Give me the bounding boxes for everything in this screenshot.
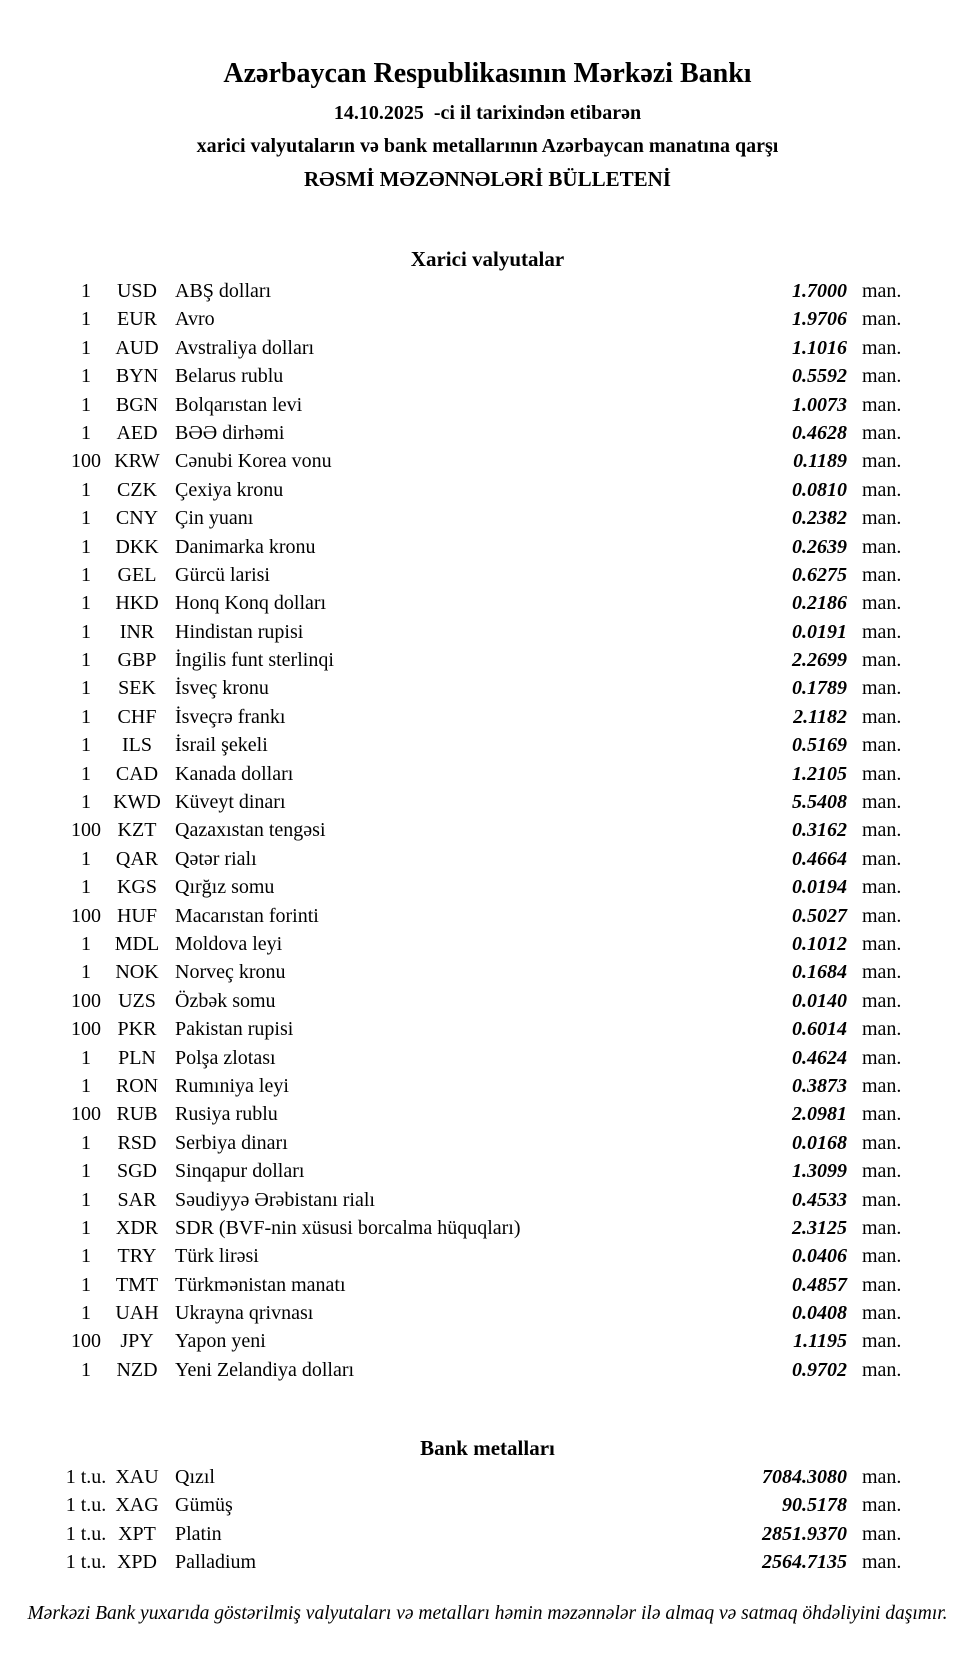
currency-rate: 0.0194 <box>792 876 847 899</box>
metal-name: Gümüş <box>175 1494 233 1517</box>
currency-unit-label: man. <box>862 705 902 728</box>
currency-row <box>0 674 975 702</box>
currency-unit-label: man. <box>862 1046 902 1069</box>
currency-code: PKR <box>117 1018 157 1041</box>
currency-name: Qazaxıstan tengəsi <box>175 819 326 842</box>
currency-rate: 0.5169 <box>792 734 847 757</box>
currency-rate: 2.2699 <box>792 649 847 672</box>
currency-rate: 1.2105 <box>792 762 847 785</box>
currency-row <box>0 902 975 930</box>
currency-code: GBP <box>117 649 157 672</box>
currency-unit-label: man. <box>862 393 902 416</box>
currency-code: MDL <box>114 932 160 955</box>
currency-name: Özbək somu <box>175 989 276 1012</box>
currency-rate: 0.3162 <box>792 819 847 842</box>
metal-code: XAG <box>115 1494 159 1517</box>
currency-row <box>0 1015 975 1043</box>
currency-name: Norveç kronu <box>175 961 286 984</box>
currency-row <box>0 1242 975 1270</box>
currency-quantity: 1 <box>81 1245 91 1268</box>
currency-quantity: 1 <box>81 563 91 586</box>
currency-unit-label: man. <box>862 819 902 842</box>
currency-row <box>0 646 975 674</box>
currency-unit-label: man. <box>862 592 902 615</box>
currency-row <box>0 533 975 561</box>
currency-name: Qətər rialı <box>175 847 257 870</box>
currency-unit-label: man. <box>862 478 902 501</box>
currency-rate: 0.5027 <box>792 904 847 927</box>
currency-rate: 1.1016 <box>792 336 847 359</box>
currency-quantity: 1 <box>81 308 91 331</box>
currency-name: Səudiyyə Ərəbistanı rialı <box>175 1188 375 1211</box>
metal-unit-label: man. <box>862 1551 902 1574</box>
currency-quantity: 1 <box>81 1302 91 1325</box>
currency-unit-label: man. <box>862 1330 902 1353</box>
currency-unit-label: man. <box>862 308 902 331</box>
metal-code: XAU <box>115 1466 159 1488</box>
currency-code: TRY <box>117 1245 157 1268</box>
currency-name: ABŞ dolları <box>175 280 272 302</box>
currency-code: NZD <box>116 1358 158 1381</box>
currency-quantity: 1 <box>81 1074 91 1097</box>
currency-row <box>0 447 975 475</box>
metal-name: Platin <box>175 1522 222 1545</box>
foreign-currencies-heading: Xarici valyutalar <box>410 247 565 271</box>
currency-code: RON <box>115 1074 159 1097</box>
currency-name: Cənubi Korea vonu <box>175 450 332 473</box>
currency-code: CZK <box>117 478 157 501</box>
currency-code: SGD <box>116 1160 157 1183</box>
currency-rate: 0.4664 <box>792 847 847 870</box>
currency-row <box>0 419 975 447</box>
currency-row <box>0 1356 975 1384</box>
currency-row <box>0 1044 975 1072</box>
currency-rate: 0.1189 <box>793 450 847 473</box>
currency-name: Sinqapur dolları <box>175 1160 305 1183</box>
currency-quantity: 1 <box>81 876 91 899</box>
currency-quantity: 1 <box>81 280 91 302</box>
currency-quantity: 100 <box>71 989 101 1012</box>
currency-unit-label: man. <box>862 1018 902 1041</box>
currency-code: SAR <box>117 1188 157 1211</box>
currency-code: CHF <box>117 705 157 728</box>
currency-quantity: 100 <box>71 1018 101 1041</box>
disclaimer-text: Mərkəzi Bank yuxarıda göstərilmiş valyutaları və metalları həmin məzənnələr ilə almaq və satmaq öhdəliyini daşımır. <box>27 1603 948 1624</box>
currency-row <box>0 1157 975 1185</box>
currency-rate: 1.0073 <box>792 393 847 416</box>
currency-name: BƏƏ dirhəmi <box>175 421 285 444</box>
currency-code: AUD <box>115 336 159 359</box>
currency-quantity: 1 <box>81 762 91 785</box>
currency-name: Qırğız somu <box>175 876 275 899</box>
currency-code: KWD <box>113 791 161 814</box>
currency-rate: 5.5408 <box>792 791 847 814</box>
currency-rate: 0.2639 <box>792 535 847 558</box>
metal-quantity: 1 t.u. <box>65 1466 107 1488</box>
currency-name: İngilis funt sterlinqi <box>175 649 334 672</box>
currency-unit-label: man. <box>862 904 902 927</box>
currency-unit-label: man. <box>862 1273 902 1296</box>
currency-rate: 2.3125 <box>792 1216 847 1239</box>
currency-name: Ukrayna qrivnası <box>175 1302 314 1325</box>
metal-row <box>0 1463 975 1491</box>
currency-row <box>0 1100 975 1128</box>
currency-row <box>0 1129 975 1157</box>
currency-unit-label: man. <box>862 1160 902 1183</box>
currency-quantity: 1 <box>81 620 91 643</box>
metal-rate-table <box>0 1463 975 1577</box>
currency-row <box>0 305 975 333</box>
currency-unit-label: man. <box>862 336 902 359</box>
currency-rate: 1.1195 <box>793 1330 847 1353</box>
currency-rate: 0.0408 <box>792 1302 847 1325</box>
currency-quantity: 1 <box>81 336 91 359</box>
currency-rate: 0.1012 <box>792 932 847 955</box>
currency-quantity: 1 <box>81 847 91 870</box>
metal-unit-label: man. <box>862 1494 902 1517</box>
currency-row <box>0 788 975 816</box>
currency-rate-table <box>0 277 975 1384</box>
currency-quantity: 1 <box>81 365 91 388</box>
currency-rate: 0.0810 <box>792 478 847 501</box>
currency-unit-label: man. <box>862 1302 902 1325</box>
currency-name: Küveyt dinarı <box>175 791 286 814</box>
currency-quantity: 1 <box>81 961 91 984</box>
currency-quantity: 1 <box>81 507 91 530</box>
currency-quantity: 1 <box>81 592 91 615</box>
currency-unit-label: man. <box>862 961 902 984</box>
metal-rate: 2564.7135 <box>762 1551 847 1574</box>
metal-rate: 7084.3080 <box>762 1466 847 1488</box>
currency-quantity: 1 <box>81 791 91 814</box>
currency-name: Moldova leyi <box>175 932 283 955</box>
metal-unit-label: man. <box>862 1466 902 1488</box>
currency-name: Rusiya rublu <box>175 1103 278 1126</box>
currency-unit-label: man. <box>862 535 902 558</box>
currency-unit-label: man. <box>862 989 902 1012</box>
currency-rate: 0.0168 <box>792 1131 847 1154</box>
bulletin-title: RƏSMİ MƏZƏNNƏLƏRİ BÜLLETENİ <box>304 167 671 191</box>
currency-code: KZT <box>117 819 157 842</box>
currency-quantity: 1 <box>81 1160 91 1183</box>
currency-code: INR <box>119 620 155 643</box>
currency-rate: 0.3873 <box>792 1074 847 1097</box>
currency-code: CAD <box>115 762 159 785</box>
currency-rate: 1.9706 <box>792 308 847 331</box>
currency-unit-label: man. <box>862 734 902 757</box>
currency-name: Yeni Zelandiya dolları <box>175 1358 355 1381</box>
currency-name: İsveç kronu <box>175 677 269 700</box>
currency-quantity: 1 <box>81 478 91 501</box>
currency-code: UZS <box>118 989 156 1012</box>
currency-rate: 0.2382 <box>792 507 847 530</box>
currency-row <box>0 362 975 390</box>
currency-quantity: 1 <box>81 1273 91 1296</box>
currency-unit-label: man. <box>862 1103 902 1126</box>
currency-code: CNY <box>115 507 159 530</box>
currency-quantity: 100 <box>71 1103 101 1126</box>
currency-unit-label: man. <box>862 876 902 899</box>
currency-unit-label: man. <box>862 365 902 388</box>
currency-name: İsveçrə frankı <box>175 705 286 728</box>
currency-name: Avstraliya dolları <box>175 336 315 359</box>
currency-name: Honq Konq dolları <box>175 592 327 615</box>
metal-rate: 2851.9370 <box>762 1522 847 1545</box>
currency-rate: 0.4624 <box>792 1046 847 1069</box>
currency-name: Belarus rublu <box>175 365 284 388</box>
currency-unit-label: man. <box>862 507 902 530</box>
currency-code: HKD <box>115 592 159 615</box>
currency-code: KRW <box>114 450 160 473</box>
currency-code: UAH <box>115 1302 159 1325</box>
currency-row <box>0 930 975 958</box>
bank-title: Azərbaycan Respublikasının Mərkəzi Bankı <box>223 58 752 89</box>
currency-name: Rumıniya leyi <box>175 1074 289 1097</box>
currency-rate: 0.1684 <box>792 961 847 984</box>
currency-code: JPY <box>120 1330 154 1353</box>
currency-quantity: 1 <box>81 649 91 672</box>
currency-row <box>0 760 975 788</box>
metal-quantity: 1 t.u. <box>65 1551 107 1574</box>
currency-code: ILS <box>122 734 152 757</box>
currency-rate: 0.0140 <box>792 989 847 1012</box>
currency-row <box>0 703 975 731</box>
currency-code: RUB <box>116 1103 158 1126</box>
currency-row <box>0 618 975 646</box>
currency-row <box>0 561 975 589</box>
currency-quantity: 1 <box>81 393 91 416</box>
currency-row <box>0 391 975 419</box>
currency-name: Polşa zlotası <box>175 1046 276 1069</box>
currency-unit-label: man. <box>862 762 902 785</box>
currency-unit-label: man. <box>862 1188 902 1211</box>
currency-unit-label: man. <box>862 649 902 672</box>
currency-code: AED <box>116 421 158 444</box>
currency-quantity: 1 <box>81 1188 91 1211</box>
currency-quantity: 1 <box>81 1131 91 1154</box>
currency-quantity: 1 <box>81 421 91 444</box>
metal-row <box>0 1520 975 1548</box>
currency-code: PLN <box>118 1046 156 1069</box>
currency-name: Türkmənistan manatı <box>175 1273 346 1296</box>
currency-unit-label: man. <box>862 1074 902 1097</box>
currency-name: Çexiya kronu <box>175 478 284 501</box>
currency-unit-label: man. <box>862 620 902 643</box>
currency-unit-label: man. <box>862 563 902 586</box>
effective-date-line: 14.10.2025 -ci il tarixindən etibarən <box>333 102 642 124</box>
currency-row <box>0 1299 975 1327</box>
currency-code: BYN <box>115 365 159 388</box>
currency-unit-label: man. <box>862 932 902 955</box>
currency-rate: 0.2186 <box>792 592 847 615</box>
currency-code: DKK <box>115 535 159 558</box>
currency-unit-label: man. <box>862 791 902 814</box>
currency-code: EUR <box>117 308 157 331</box>
currency-name: Gürcü larisi <box>175 563 270 586</box>
currency-name: Danimarka kronu <box>175 535 316 558</box>
currency-rate: 1.3099 <box>792 1160 847 1183</box>
metal-unit-label: man. <box>862 1522 902 1545</box>
currency-row <box>0 1271 975 1299</box>
currency-unit-label: man. <box>862 1131 902 1154</box>
currency-row <box>0 1072 975 1100</box>
currency-unit-label: man. <box>862 1245 902 1268</box>
currency-quantity: 1 <box>81 734 91 757</box>
currency-row <box>0 816 975 844</box>
currency-quantity: 1 <box>81 1046 91 1069</box>
currency-code: GEL <box>117 563 157 586</box>
currency-unit-label: man. <box>862 450 902 473</box>
currency-quantity: 1 <box>81 1216 91 1239</box>
currency-quantity: 100 <box>71 450 101 473</box>
currency-row <box>0 1327 975 1355</box>
metal-quantity: 1 t.u. <box>65 1522 107 1545</box>
currency-row <box>0 504 975 532</box>
currency-code: KGS <box>116 876 157 899</box>
currency-quantity: 1 <box>81 1358 91 1381</box>
bulletin-subtitle: xarici valyutaların və bank metallarının Azərbaycan manatına qarşı <box>196 135 779 157</box>
currency-name: Pakistan rupisi <box>175 1018 294 1041</box>
currency-name: Yapon yeni <box>175 1330 266 1353</box>
currency-rate: 0.6014 <box>792 1018 847 1041</box>
currency-row <box>0 589 975 617</box>
currency-unit-label: man. <box>862 1358 902 1381</box>
currency-unit-label: man. <box>862 1216 902 1239</box>
currency-code: HUF <box>116 904 157 927</box>
currency-rate: 1.7000 <box>792 280 847 302</box>
currency-name: Macarıstan forinti <box>175 904 319 927</box>
currency-rate: 0.4533 <box>792 1188 847 1211</box>
currency-quantity: 100 <box>71 1330 101 1353</box>
currency-rate: 0.0191 <box>792 620 847 643</box>
metal-rate: 90.5178 <box>782 1494 847 1517</box>
currency-code: RSD <box>117 1131 157 1154</box>
currency-unit-label: man. <box>862 280 902 302</box>
currency-code: NOK <box>115 961 159 984</box>
currency-row <box>0 845 975 873</box>
currency-quantity: 1 <box>81 705 91 728</box>
currency-quantity: 100 <box>71 904 101 927</box>
currency-quantity: 100 <box>71 819 101 842</box>
currency-name: Avro <box>175 308 215 331</box>
currency-row <box>0 277 975 305</box>
currency-rate: 0.6275 <box>792 563 847 586</box>
currency-quantity: 1 <box>81 677 91 700</box>
metal-row <box>0 1548 975 1576</box>
currency-name: Serbiya dinarı <box>175 1131 288 1154</box>
currency-name: Bolqarıstan levi <box>175 393 303 416</box>
currency-unit-label: man. <box>862 421 902 444</box>
currency-code: BGN <box>115 393 159 416</box>
currency-row <box>0 476 975 504</box>
currency-row <box>0 731 975 759</box>
currency-code: TMT <box>115 1273 159 1296</box>
currency-name: Çin yuanı <box>175 507 254 530</box>
currency-code: QAR <box>115 847 159 870</box>
currency-row <box>0 1214 975 1242</box>
currency-rate: 2.0981 <box>792 1103 847 1126</box>
currency-name: Hindistan rupisi <box>175 620 304 643</box>
currency-code: USD <box>116 280 157 302</box>
currency-rate: 0.9702 <box>792 1358 847 1381</box>
metal-quantity: 1 t.u. <box>65 1494 107 1517</box>
currency-unit-label: man. <box>862 847 902 870</box>
currency-name: SDR (BVF-nin xüsusi borcalma hüquqları) <box>175 1216 521 1239</box>
currency-rate: 0.5592 <box>792 365 847 388</box>
currency-rate: 0.4628 <box>792 421 847 444</box>
currency-rate: 2.1182 <box>793 705 847 728</box>
metal-code: XPD <box>116 1551 157 1574</box>
currency-code: SEK <box>118 677 156 700</box>
currency-row <box>0 873 975 901</box>
metal-code: XPT <box>118 1522 156 1545</box>
metal-name: Qızıl <box>175 1466 215 1488</box>
currency-name: Kanada dolları <box>175 762 294 785</box>
currency-row <box>0 958 975 986</box>
currency-quantity: 1 <box>81 535 91 558</box>
currency-name: Türk lirəsi <box>175 1245 259 1268</box>
currency-rate: 0.1789 <box>792 677 847 700</box>
currency-quantity: 1 <box>81 932 91 955</box>
metal-row <box>0 1491 975 1519</box>
currency-name: İsrail şekeli <box>175 734 268 757</box>
currency-row <box>0 334 975 362</box>
bank-metals-heading: Bank metalları <box>420 1436 555 1460</box>
currency-code: XDR <box>115 1216 159 1239</box>
currency-rate: 0.0406 <box>792 1245 847 1268</box>
currency-row <box>0 1186 975 1214</box>
currency-unit-label: man. <box>862 677 902 700</box>
currency-row <box>0 987 975 1015</box>
currency-rate: 0.4857 <box>792 1273 847 1296</box>
metal-name: Palladium <box>175 1551 257 1574</box>
